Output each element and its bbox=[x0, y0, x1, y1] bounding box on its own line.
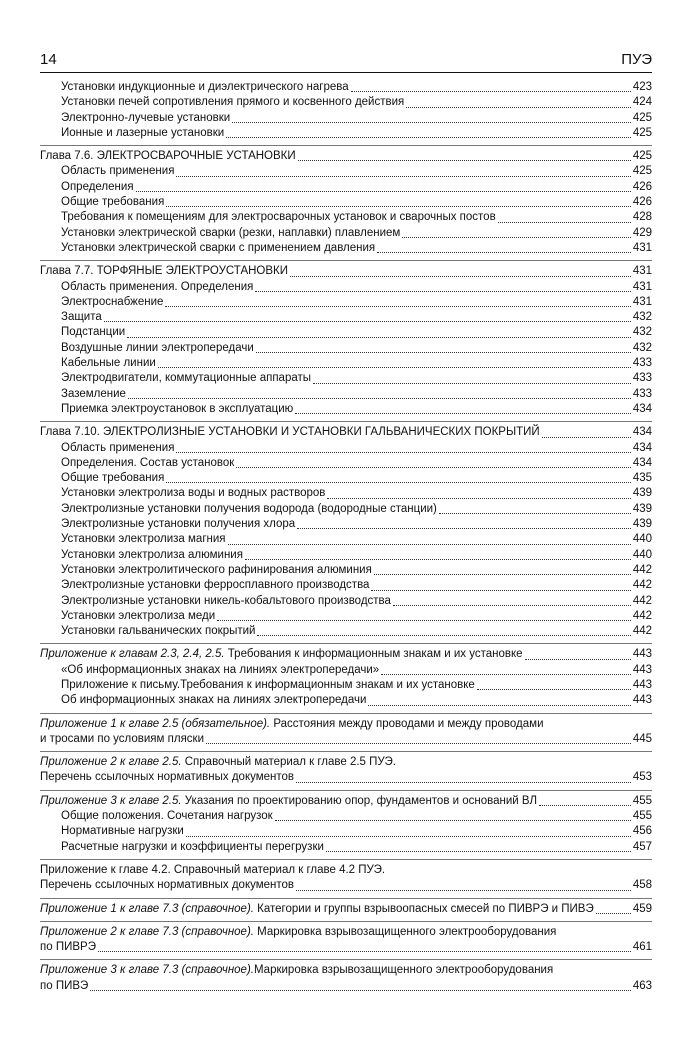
toc-entry[interactable]: Определения. Состав установок 434 bbox=[61, 456, 652, 469]
toc-entry[interactable]: по ПИВРЭ 461 bbox=[40, 941, 652, 954]
toc-entry[interactable]: Приемка электроустановок в эксплуатацию 434 bbox=[61, 402, 652, 415]
toc-entry[interactable]: Подстанции 432 bbox=[61, 326, 652, 339]
toc-entry[interactable]: Кабельные линии 433 bbox=[61, 357, 652, 370]
toc-entry[interactable]: Электродвигатели, коммутационные аппараты 433 bbox=[61, 372, 652, 385]
toc-entry[interactable]: Перечень ссылочных нормативных документов 453 bbox=[40, 771, 652, 784]
toc-entry[interactable]: Установки индукционные и диэлектрического нагрева 423 bbox=[61, 81, 652, 93]
toc-entry[interactable]: Установки печей сопротивления прямого и косвенного действия 424 bbox=[61, 96, 652, 109]
page-number: 14 bbox=[40, 51, 57, 68]
toc-entry[interactable]: Нормативные нагрузки 456 bbox=[61, 825, 652, 838]
toc-entry[interactable]: и тросами по условиям пляски 445 bbox=[40, 732, 652, 745]
appendix-heading[interactable]: Приложение 3 к главе 2.5. Указания по проектированию опор, фундаментов и оснований ВЛ 455 bbox=[40, 794, 652, 807]
appendix-heading[interactable]: Приложение 1 к главе 7.3 (справочное). Категории и группы взрывоопасных смесей по ПИВРЭ и ПИВЭ 459 bbox=[40, 902, 652, 915]
appendix-heading[interactable]: Приложение к главам 2.3, 2.4, 2.5. Требования к информационным знакам и их установке 443 bbox=[40, 648, 652, 661]
toc-entry[interactable]: по ПИВЭ 463 bbox=[40, 979, 652, 992]
toc-entry[interactable]: Область применения. Определения 431 bbox=[61, 280, 652, 293]
section-divider bbox=[40, 260, 652, 261]
appendix-heading[interactable]: Приложение 2 к главе 2.5. Справочный материал к главе 2.5 ПУЭ. bbox=[40, 756, 396, 769]
toc-entry[interactable]: Защита 432 bbox=[61, 311, 652, 324]
toc-entry[interactable]: Общие требования 435 bbox=[61, 472, 652, 485]
toc-entry[interactable]: Общие положения. Сочетания нагрузок 455 bbox=[61, 810, 652, 823]
toc-entry[interactable]: Расчетные нагрузки и коэффициенты перегрузки 457 bbox=[61, 840, 652, 853]
appendix-heading[interactable]: Приложение 2 к главе 7.3 (справочное). Маркировка взрывозащищенного электрооборудования bbox=[40, 925, 557, 938]
chapter-7-10-heading[interactable]: Глава 7.10. ЭЛЕКТРОЛИЗНЫЕ УСТАНОВКИ И УСТАНОВКИ ГАЛЬВАНИЧЕСКИХ ПОКРЫТИЙ 434 bbox=[40, 426, 652, 439]
toc-entry[interactable]: Требования к помещениям для электросварочных установок и сварочных постов 428 bbox=[61, 211, 652, 224]
toc-entry[interactable]: Электролизные установки ферросплавного производства 442 bbox=[61, 579, 652, 592]
section-divider bbox=[40, 921, 652, 922]
section-divider bbox=[40, 421, 652, 422]
toc-entry[interactable]: Электронно-лучевые установки 425 bbox=[61, 111, 652, 124]
toc-entry[interactable]: Область применения 434 bbox=[61, 441, 652, 454]
toc-entry[interactable]: Заземление 433 bbox=[61, 387, 652, 400]
toc-entry[interactable]: Воздушные линии электропередачи 432 bbox=[61, 341, 652, 354]
toc-entry[interactable]: Ионные и лазерные установки 425 bbox=[61, 126, 652, 139]
toc-entry[interactable]: Установки электролиза магния 440 bbox=[61, 533, 652, 546]
toc-entry[interactable]: Установки электрической сварки (резки, наплавки) плавлением 429 bbox=[61, 226, 652, 239]
section-divider bbox=[40, 643, 652, 644]
section-divider bbox=[40, 898, 652, 899]
section-divider bbox=[40, 145, 652, 146]
toc-entry[interactable]: Об информационных знаках на линиях электропередачи 443 bbox=[61, 694, 652, 707]
toc-entry[interactable]: Электролизные установки никель-кобальтового производства 442 bbox=[61, 594, 652, 607]
toc-entry[interactable]: Установки электролиза алюминия 440 bbox=[61, 548, 652, 561]
toc-entry[interactable]: Перечень ссылочных нормативных документов 458 bbox=[40, 879, 652, 892]
toc-entry[interactable]: Установки гальванических покрытий 442 bbox=[61, 625, 652, 638]
toc-entry[interactable]: Установки электролитического рафинирования алюминия 442 bbox=[61, 563, 652, 576]
appendix-heading[interactable]: Приложение к главе 4.2. Справочный материал к главе 4.2 ПУЭ. bbox=[40, 863, 386, 876]
toc-entry[interactable]: Область применения 425 bbox=[61, 165, 652, 178]
section-divider bbox=[40, 751, 652, 752]
toc-entry[interactable]: Электролизные установки получения водорода (водородные станции) 439 bbox=[61, 502, 652, 515]
section-divider bbox=[40, 959, 652, 960]
chapter-7-7-heading[interactable]: Глава 7.7. ТОРФЯНЫЕ ЭЛЕКТРОУСТАНОВКИ 431 bbox=[40, 265, 652, 278]
section-divider bbox=[40, 713, 652, 714]
appendix-heading[interactable]: Приложение 1 к главе 2.5 (обязательное). Расстояния между проводами и между проводами bbox=[40, 717, 544, 730]
section-divider bbox=[40, 859, 652, 860]
section-divider bbox=[40, 790, 652, 791]
toc-entry[interactable]: Приложение к письму.Требования к информационным знакам и их установке 443 bbox=[61, 678, 652, 691]
chapter-7-6-heading[interactable]: Глава 7.6. ЭЛЕКТРОСВАРОЧНЫЕ УСТАНОВКИ 425 bbox=[40, 150, 652, 163]
toc-entry[interactable]: «Об информационных знаках на линиях электропередачи» 443 bbox=[61, 663, 652, 676]
book-title: ПУЭ bbox=[621, 51, 652, 68]
page-header bbox=[40, 46, 652, 73]
appendix-heading[interactable]: Приложение 3 к главе 7.3 (справочное).Маркировка взрывозащищенного электрооборудования bbox=[40, 964, 554, 977]
toc-entry[interactable]: Электролизные установки получения хлора 439 bbox=[61, 518, 652, 531]
toc-entry[interactable]: Общие требования 426 bbox=[61, 196, 652, 209]
table-of-contents bbox=[40, 80, 652, 994]
toc-entry[interactable]: Установки электролиза воды и водных растворов 439 bbox=[61, 487, 652, 500]
toc-entry[interactable]: Определения 426 bbox=[61, 180, 652, 193]
toc-entry[interactable]: Электроснабжение 431 bbox=[61, 295, 652, 308]
toc-entry[interactable]: Установки электролиза меди 442 bbox=[61, 609, 652, 622]
toc-entry[interactable]: Установки электрической сварки с применением давления 431 bbox=[61, 241, 652, 254]
